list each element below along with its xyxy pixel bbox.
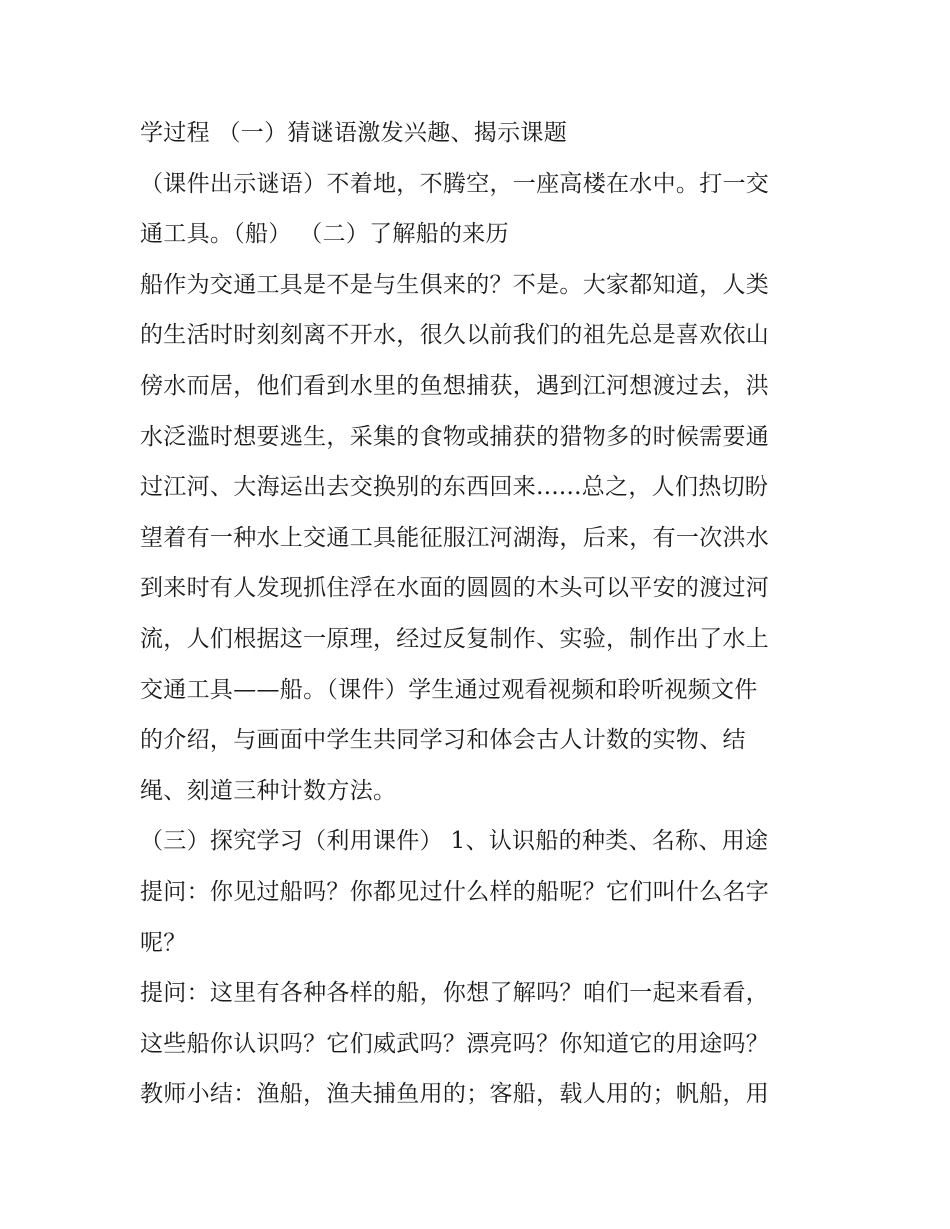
text-line: 绳、刻道三种计数方法。 xyxy=(140,777,397,804)
text-line: 教师小结：渔船，渔夫捕鱼用的；客船，载人用的；帆船，用 xyxy=(140,1081,770,1108)
text-line: 望着有一种水上交通工具能征服江河湖海，后来，有一次洪水 xyxy=(140,524,770,551)
text-line: 的生活时时刻刻离不开水，很久以前我们的祖先总是喜欢依山 xyxy=(140,322,770,349)
text-line: 学过程 （一）猜谜语激发兴趣、揭示课题 xyxy=(140,120,568,146)
text-line: 提问：这里有各种各样的船，你想了解吗？咱们一起来看看， xyxy=(140,980,770,1007)
text-line: 交通工具——船。（课件）学生通过观看视频和聆听视频文件 xyxy=(140,676,758,703)
text-line: 通工具。（船） （二）了解船的来历 xyxy=(140,221,509,248)
text-line: 的介绍，与画面中学生共同学习和体会古人计数的实物、结 xyxy=(140,727,746,754)
text-line: （三）探究学习（利用课件） 1、认识船的种类、名称、用途 xyxy=(140,828,769,855)
text-line: 呢？ xyxy=(140,929,187,956)
text-line: 提问：你见过船吗？你都见过什么样的船呢？它们叫什么名字 xyxy=(140,878,770,905)
text-line: 船作为交通工具是不是与生俱来的？不是。大家都知道，人类 xyxy=(140,271,770,298)
text-line: （课件出示谜语）不着地，不腾空，一座高楼在水中。打一交 xyxy=(140,170,770,197)
text-line: 水泛滥时想要逃生，采集的食物或捕获的猎物多的时候需要通 xyxy=(140,423,770,450)
text-line: 傍水而居，他们看到水里的鱼想捕获，遇到江河想渡过去，洪 xyxy=(140,372,770,399)
text-line: 过江河、大海运出去交换别的东西回来......总之，人们热切盼 xyxy=(140,474,769,501)
document-body xyxy=(140,108,820,1120)
text-line: 到来时有人发现抓住浮在水面的圆圆的木头可以平安的渡过河 xyxy=(140,575,770,602)
text-line: 这些船你认识吗？它们威武吗？漂亮吗？你知道它的用途吗？ xyxy=(140,1030,770,1057)
text-line: 流，人们根据这一原理，经过反复制作、实验，制作出了水上 xyxy=(140,625,770,652)
